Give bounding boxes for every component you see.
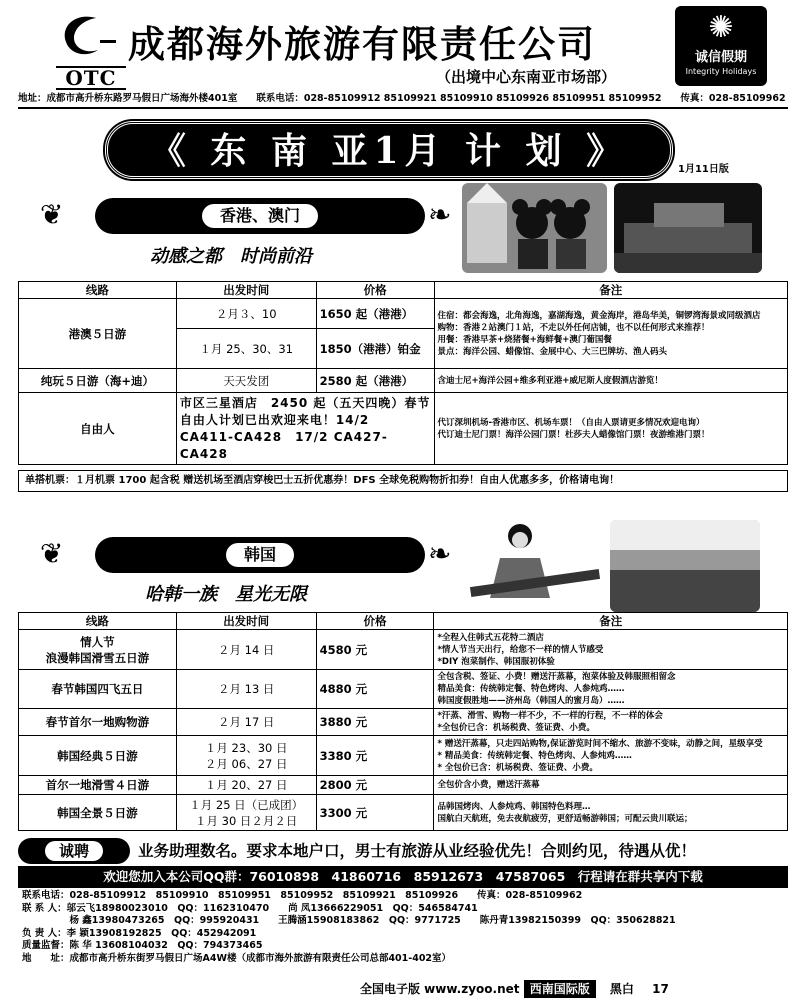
note-line: *全程入住韩式五花特二酒店 [437,632,544,643]
otc-label: OTC [56,66,126,90]
footer-color-mode: 黑白 [609,982,634,996]
brand-cn: 诚信假期 [694,50,747,65]
dates-cell: １月 20、27 日 [176,776,316,795]
contact-row: 负 责 人：李 颖13908192825 QQ：452942091 [22,927,257,939]
note-line: 代订深圳机场-香港市区、机场车票！（自由人票请更多情况欢迎电询） [437,417,705,428]
column-header: 出发时间 [176,282,316,299]
notes-cell [434,369,787,393]
otc-swirl-icon [56,12,116,64]
dates-cell: ２月３、10 [176,299,316,329]
notes-cell [434,795,788,831]
contact-row: 杨 鑫13980473265 QQ：995920431 王腾涵15908183862 QQ：9771725 陈丹青13982150399 QQ：350628821 [22,915,676,926]
note-line: 景点：海洋公园、蜡像馆、金展中心、大三巴牌坊、渔人码头 [437,346,668,357]
column-header: 价格 [316,613,434,630]
table-row [19,670,788,709]
note-line: *DIY 泡菜制作、韩国服初体验 [437,656,555,667]
price-cell: 3880 元 [316,709,434,736]
header [0,0,800,105]
korea-section-title: 韩国 [226,543,294,567]
notes-cell [434,709,788,736]
table-row [19,393,788,465]
note-line: 用餐：香港早茶+烧猪餐+海鲜餐+澳门葡国餐 [437,334,612,345]
table-row [19,630,788,670]
column-header: 价格 [316,282,434,299]
column-header: 出发时间 [176,613,316,630]
notes-cell [434,299,787,369]
table-row [19,299,788,329]
recruit-badge-label: 诚聘 [45,841,103,861]
note-line: * 全包价已含：机场税费、签证费、小费。 [437,762,598,773]
note-line: 购物：香港２站澳门１站，不走以外任何店铺，也不以任何形式来推荐！ [437,322,710,333]
route-cell: 首尔一地滑雪４日游 [19,776,177,795]
route-cell: 春节首尔一地购物游 [19,709,177,736]
edition-label: 1月11日版 [678,164,729,175]
hk-section-title: 香港、澳门 [202,204,318,228]
hk-section-pill [95,198,425,234]
price-cell: 4580 元 [316,630,434,670]
right-wing-icon: ❧ [428,537,452,570]
route-cell: 港澳５日游 [19,299,177,369]
korea-tour-table [18,612,788,831]
note-line: *汗蒸、滑雪、购物一样不少，不一样的行程，不一样的体会 [437,711,663,721]
notes-cell [434,736,788,776]
left-wing-icon: ❦ [40,198,64,231]
route-cell: 自由人 [19,393,177,465]
table-header-row [19,282,788,299]
contact-row: 联系电话：028-85109912 85109910 85109951 85109952 85109921 85109926 传真：028-85109962 [22,890,583,901]
contact-row: 质量监督：陈 华 13608104032 QQ：794373465 [22,940,263,951]
contact-row: 联 系 人：邬云飞18980023010 QQ：1162310470 尚 凤13666229051 QQ：546584741 [22,902,478,914]
dates-cell: １月 23、30 日 ２月 06、27 日 [176,736,316,776]
contact-block [22,890,788,965]
dates-cell: ２月 14 日 [176,630,316,670]
integrity-holidays-logo [675,6,767,86]
route-cell: 情人节 浪漫韩国滑雪五日游 [19,630,177,670]
note-line: 国航白天航班，免去夜航疲劳，更舒适畅游韩国；可配云贵川联运； [437,813,693,824]
qq-group-bar: 欢迎您加入本公司QQ群：76010898 41860716 85912673 47587065 行程请在群共享内下载 [18,866,788,888]
banner-title: 《 东 南 亚1月 计 划 》 [149,130,629,172]
price-cell: 2580 起（港港） [316,369,434,393]
jeju-coast-photo [610,520,760,612]
company-name: 成都海外旅游有限责任公司 [128,22,596,66]
note-line: 代订迪士尼门票！海洋公园门票！杜莎夫人蜡像馆门票！夜游维港门票！ [437,429,710,440]
right-wing-icon: ❧ [428,198,452,231]
column-header: 备注 [434,282,787,299]
hanbok-musician-photo [470,518,600,608]
note-line: 精品美食：传统韩定餐、特色烤肉、人参炖鸡…… [437,684,625,694]
notes-cell [434,670,788,709]
note-line: 品韩国烤肉、人参炖鸡、韩国特色料理… [437,801,591,812]
korea-section-pill [95,537,425,573]
note-line: * 赠送汗蒸幕，只走四站购物,保证游览时间不缩水、旅游不变味，动静之间，星级享受 [437,738,763,749]
notes-cell [434,776,788,795]
column-header: 备注 [434,613,788,630]
notes-cell [434,630,788,670]
note-line: *全包价已含：机场税费、签证费、小费。 [437,723,595,733]
department-label: （出境中心东南亚市场部） [436,68,617,86]
column-header: 线路 [19,613,177,630]
price-cell: 4880 元 [316,670,434,709]
dates-cell: ２月 13 日 [176,670,316,709]
table-header-row [19,613,788,630]
hk-tour-table [18,281,788,465]
left-wing-icon: ❦ [40,537,64,570]
route-cell: 韩国经典５日游 [19,736,177,776]
note-line: 住宿：都会海逸，北角海逸，嘉湖海逸，黄金海岸，港岛华美，铜锣湾海景或同级酒店 [437,310,761,321]
table-row [19,776,788,795]
korea-slogan: 哈韩一族 星光无限 [145,584,307,605]
disney-photo [462,183,607,273]
recruit-badge [18,838,130,864]
table-row [19,369,788,393]
dates-cell: １月 25、30、31 [176,329,316,369]
price-cell: 3300 元 [316,795,434,831]
macau-night-photo [614,183,762,273]
price-cell: 1650 起（港港） [316,299,434,329]
free-travel-cell: 市区三星酒店 2450 起（五天四晚）春节自由人计划已出欢迎来电！14/2 CA411-CA428 17/2 CA427-CA428 [176,393,434,465]
column-header: 线路 [19,282,177,299]
palm-icon: ✺ [708,10,734,45]
footer-edition-tag: 西南国际版 [524,980,596,998]
price-cell: 1850（港港）铂金 [316,329,434,369]
recruit-text: 业务助理数名。要求本地户口，男士有旅游从业经验优先！合则约见，待遇从优！ [138,842,697,860]
route-cell: 韩国全景５日游 [19,795,177,831]
dates-cell: ２月 17 日 [176,709,316,736]
table-row [19,709,788,736]
table-row [19,736,788,776]
footer-site: 全国电子版 www.zyoo.net [360,982,520,996]
footer [360,980,790,998]
notes-cell [434,393,787,465]
hk-slogan: 动感之都 时尚前沿 [150,246,312,267]
title-banner [105,121,673,179]
dates-cell: １月 25 日（已成团） １月 30 日２月２日 [176,795,316,831]
route-cell: 春节韩国四飞五日 [19,670,177,709]
otc-logo [56,12,126,90]
single-ticket-row: 单搭机票：１月机票 1700 起含税 赠送机场至酒店穿梭巴士五折优惠券！DFS 全球免税购物折扣券！自由人优惠多多，价格请电询！ [18,470,788,492]
contact-row: 地 址：成都市高升桥东街罗马假日广场A4W楼（成都市海外旅游有限责任公司总部401-402室） [22,952,452,964]
price-cell: 2800 元 [316,776,434,795]
table-row [19,795,788,831]
address-bar: 地址：成都市高升桥东路罗马假日广场海外楼401室 联系电话：028-85109912 85109921 85109910 85109926 85109951 85109952 传真：028-85109962 [18,93,786,104]
route-cell: 纯玩５日游（海+迪） [19,369,177,393]
divider [18,107,788,109]
note-line: 全包含税、签证、小费！赠送汗蒸幕，泡菜体验及韩服照相留念 [437,672,676,682]
dates-cell: 天天发团 [176,369,316,393]
note-line: 韩国度假胜地——济州岛（韩国人的蜜月岛）…… [437,696,625,706]
brand-en: Integrity Holidays [685,67,757,76]
footer-page-number: 17 [652,982,669,996]
note-line: * 精品美食：传统韩定餐、特色烤肉、人参炖鸡…… [437,750,632,761]
note-line: 全包价含小费，赠送汗蒸幕 [437,780,540,790]
price-cell: 3380 元 [316,736,434,776]
note-line: *情人节当天出行，给您不一样的情人节感受 [437,644,604,655]
note-line: 含迪士尼+海洋公园+维多利亚港+威尼斯人度假酒店游览！ [437,375,663,386]
